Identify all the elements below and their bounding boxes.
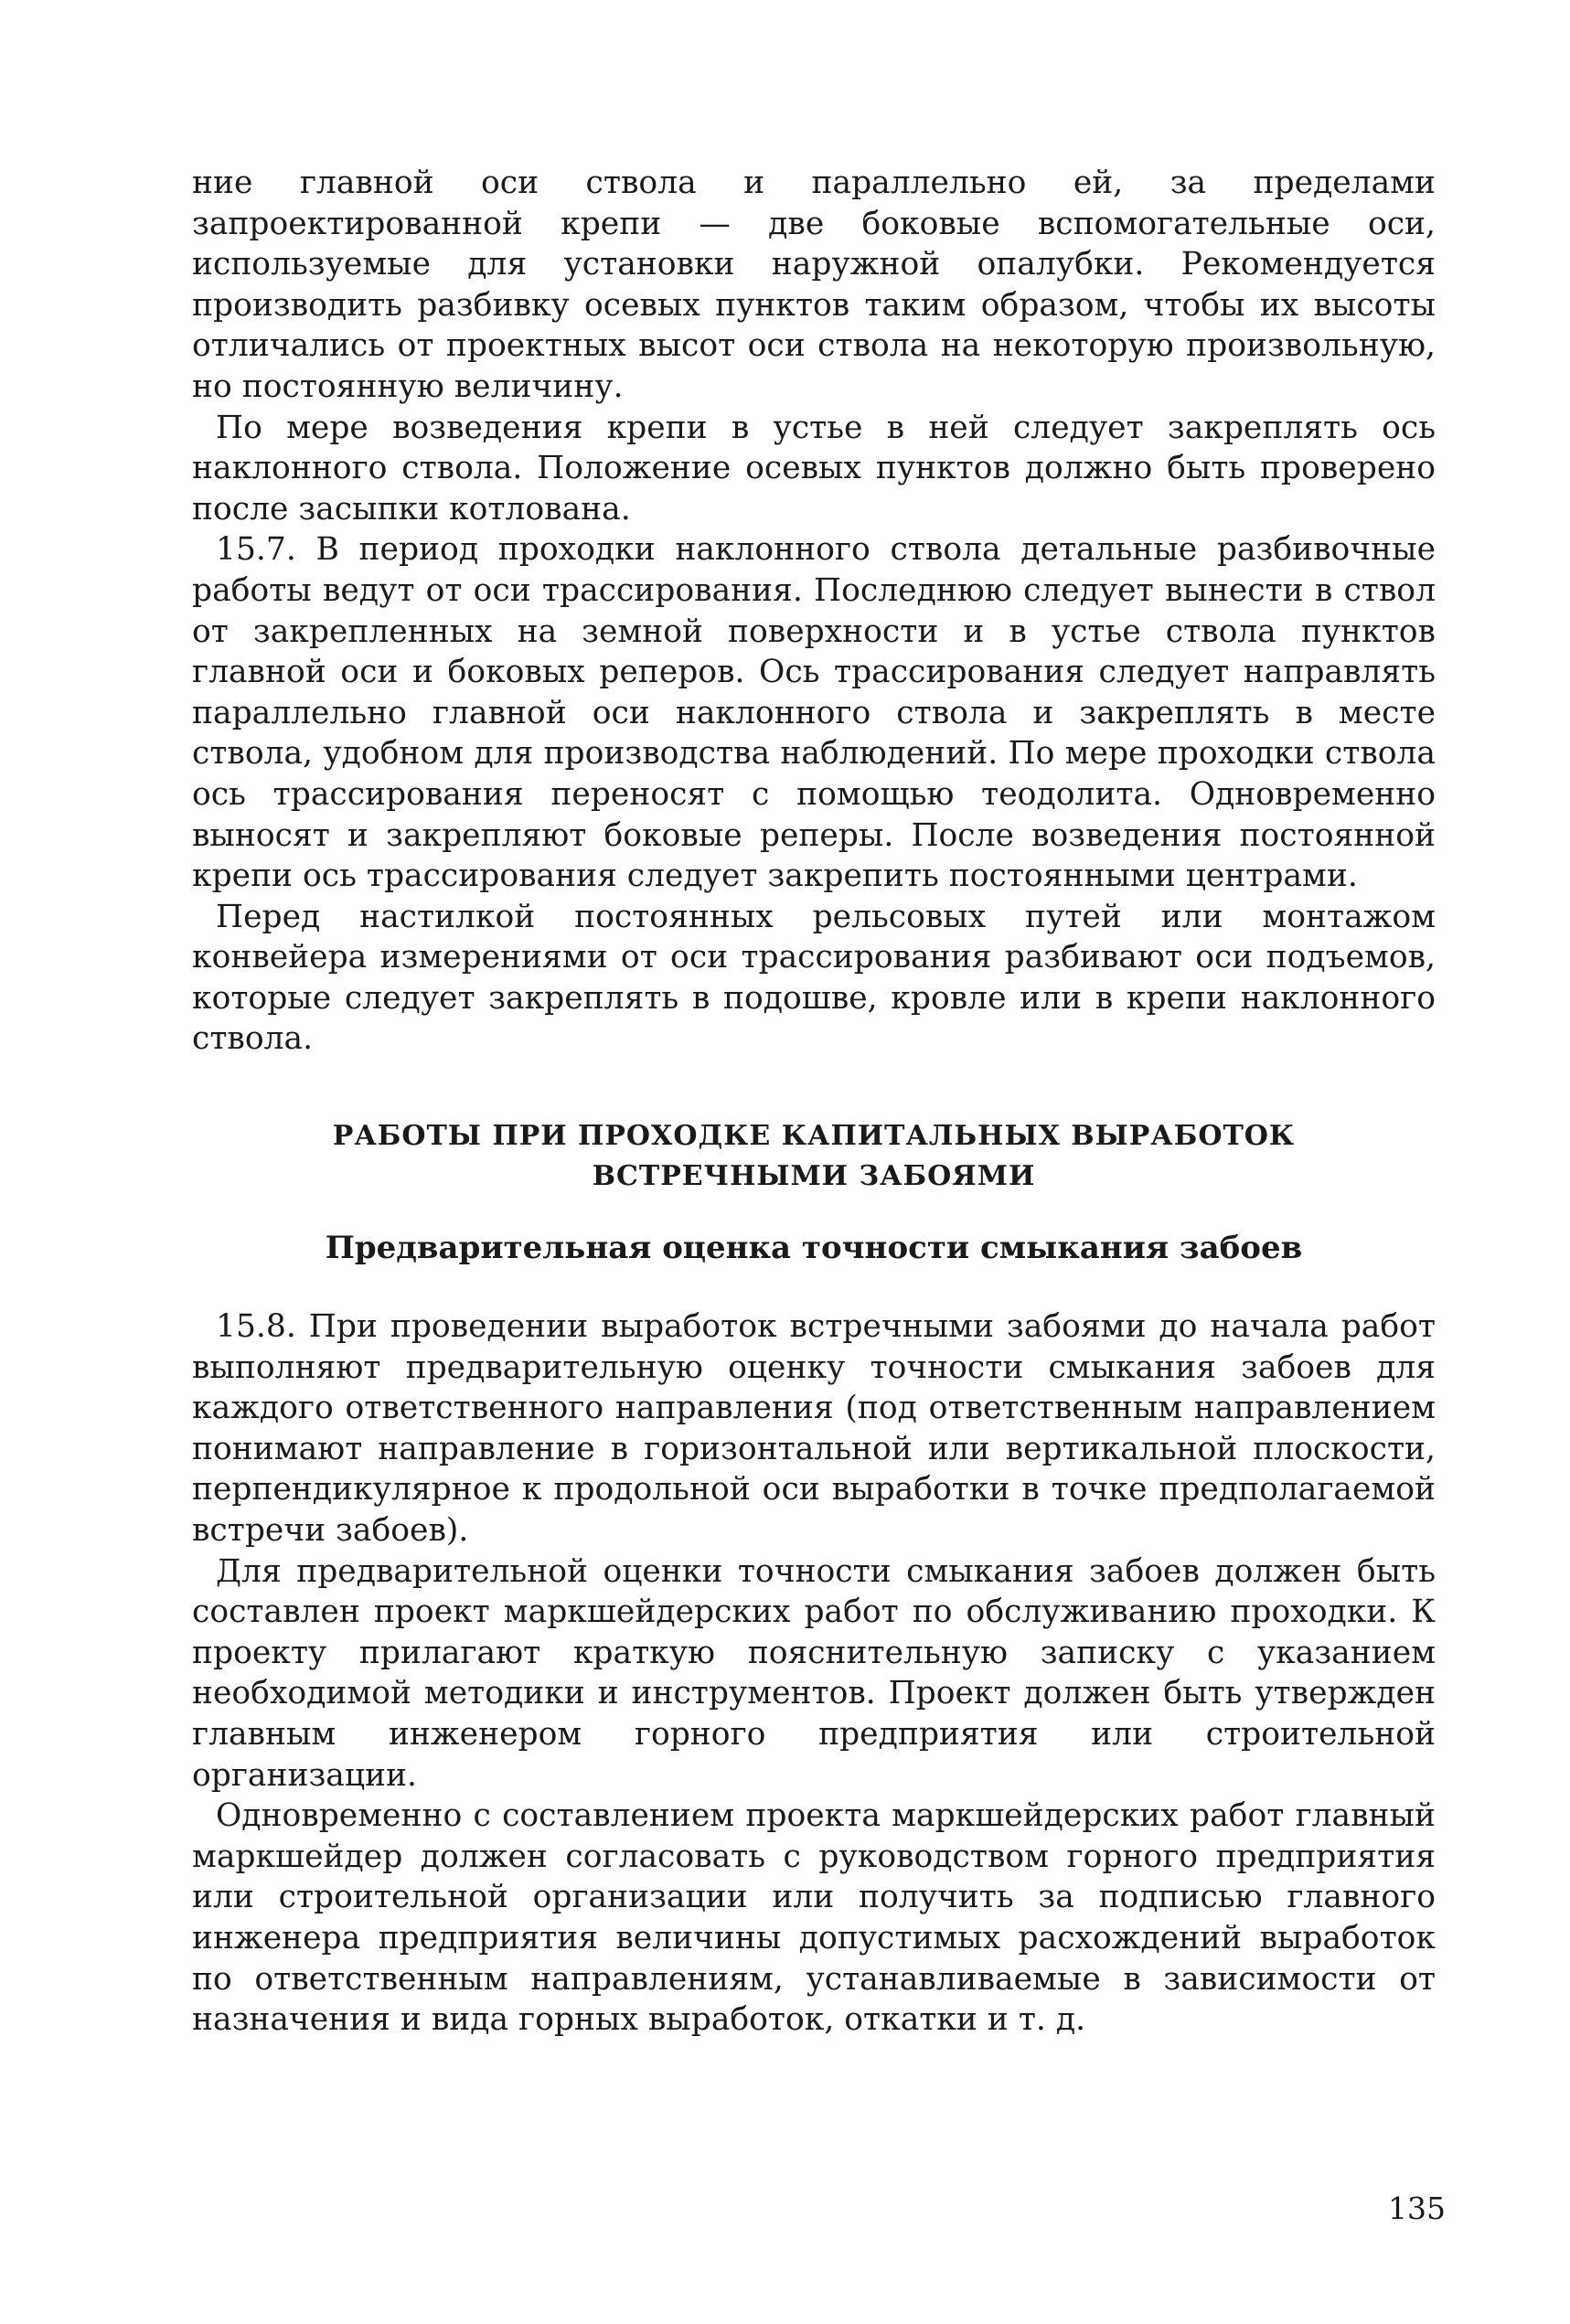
page-number: 135 <box>1388 2191 1446 2226</box>
sub-heading: Предварительная оценка точности смыкания забоев <box>325 1230 1303 1267</box>
paragraph: По мере возведения крепи в устье в ней следует закреплять ось наклонного ствола. Положение осевых пунктов должно быть проверено после засыпки котлована. <box>192 409 1436 528</box>
paragraph: Перед настилкой постоянных рельсовых путей или монтажом конвейера измерениями от оси трассирования разбивают оси подъемов, которые следует закреплять в подошве, кровле или в крепи наклонного ствола. <box>192 898 1436 1058</box>
section-heading-line-1: РАБОТЫ ПРИ ПРОХОДКЕ КАПИТАЛЬНЫХ ВЫРАБОТОК <box>332 1120 1296 1153</box>
paragraph-continuation: ние главной оси ствола и параллельно ей, за пределами запроектированной крепи — две боковые вспомогательные оси, используемые для установки наружной опалубки. Рекомендуется производить разбивку осевых пунктов таким образом, чтобы их высоты отличались от проектных высот оси ствола на некоторую произвольную, но постоянную величину. <box>192 165 1436 405</box>
paragraph-15-7: 15.7. В период проходки наклонного ствола детальные разбивочные работы ведут от оси трассирования. Последнюю следует вынести в ствол от закрепленных на земной поверхности и в устье ствола пунктов главной оси и боковых реперов. Ось трассирования следует направлять параллельно главной оси наклонного ствола и закреплять в месте ствола, удобном для производства наблюдений. По мере проходки ствола ось трассирования переносят с помощью теодолита. Одновременно выносят и закрепляют боковые реперы. После возведения постоянной крепи ось трассирования следует закрепить постоянными центрами. <box>192 531 1436 895</box>
paragraph: Для предварительной оценки точности смыкания забоев должен быть составлен проект маркшейдерских работ по обслуживанию проходки. К проекту прилагают краткую пояснительную записку с указанием необходимой методики и инструментов. Проект должен быть утвержден главным инженером горного предприятия или строительной организации. <box>192 1552 1436 1794</box>
paragraph: Одновременно с составлением проекта маркшейдерских работ главный маркшейдер должен согласовать с руководством горного предприятия или строительной организации или получить за подписью главного инженера предприятия величины допустимых расхождений выработок по ответственным направлениям, устанавливаемые в зависимости от назначения и вида горных выработок, откатки и т. д. <box>192 1797 1436 2039</box>
section-heading <box>192 1116 1436 1197</box>
paragraph-15-8: 15.8. При проведении выработок встречными забоями до начала работ выполняют предварительную оценку точности смыкания забоев для каждого ответственного направления (под ответственным направлением понимают направление в горизонтальной или вертикальной плоскости, перпендикулярное к продольной оси выработки в точке предполагаемой встречи забоев). <box>192 1308 1436 1550</box>
page-body <box>192 163 1436 2041</box>
section-heading-line-2: ВСТРЕЧНЫМИ ЗАБОЯМИ <box>592 1160 1036 1193</box>
